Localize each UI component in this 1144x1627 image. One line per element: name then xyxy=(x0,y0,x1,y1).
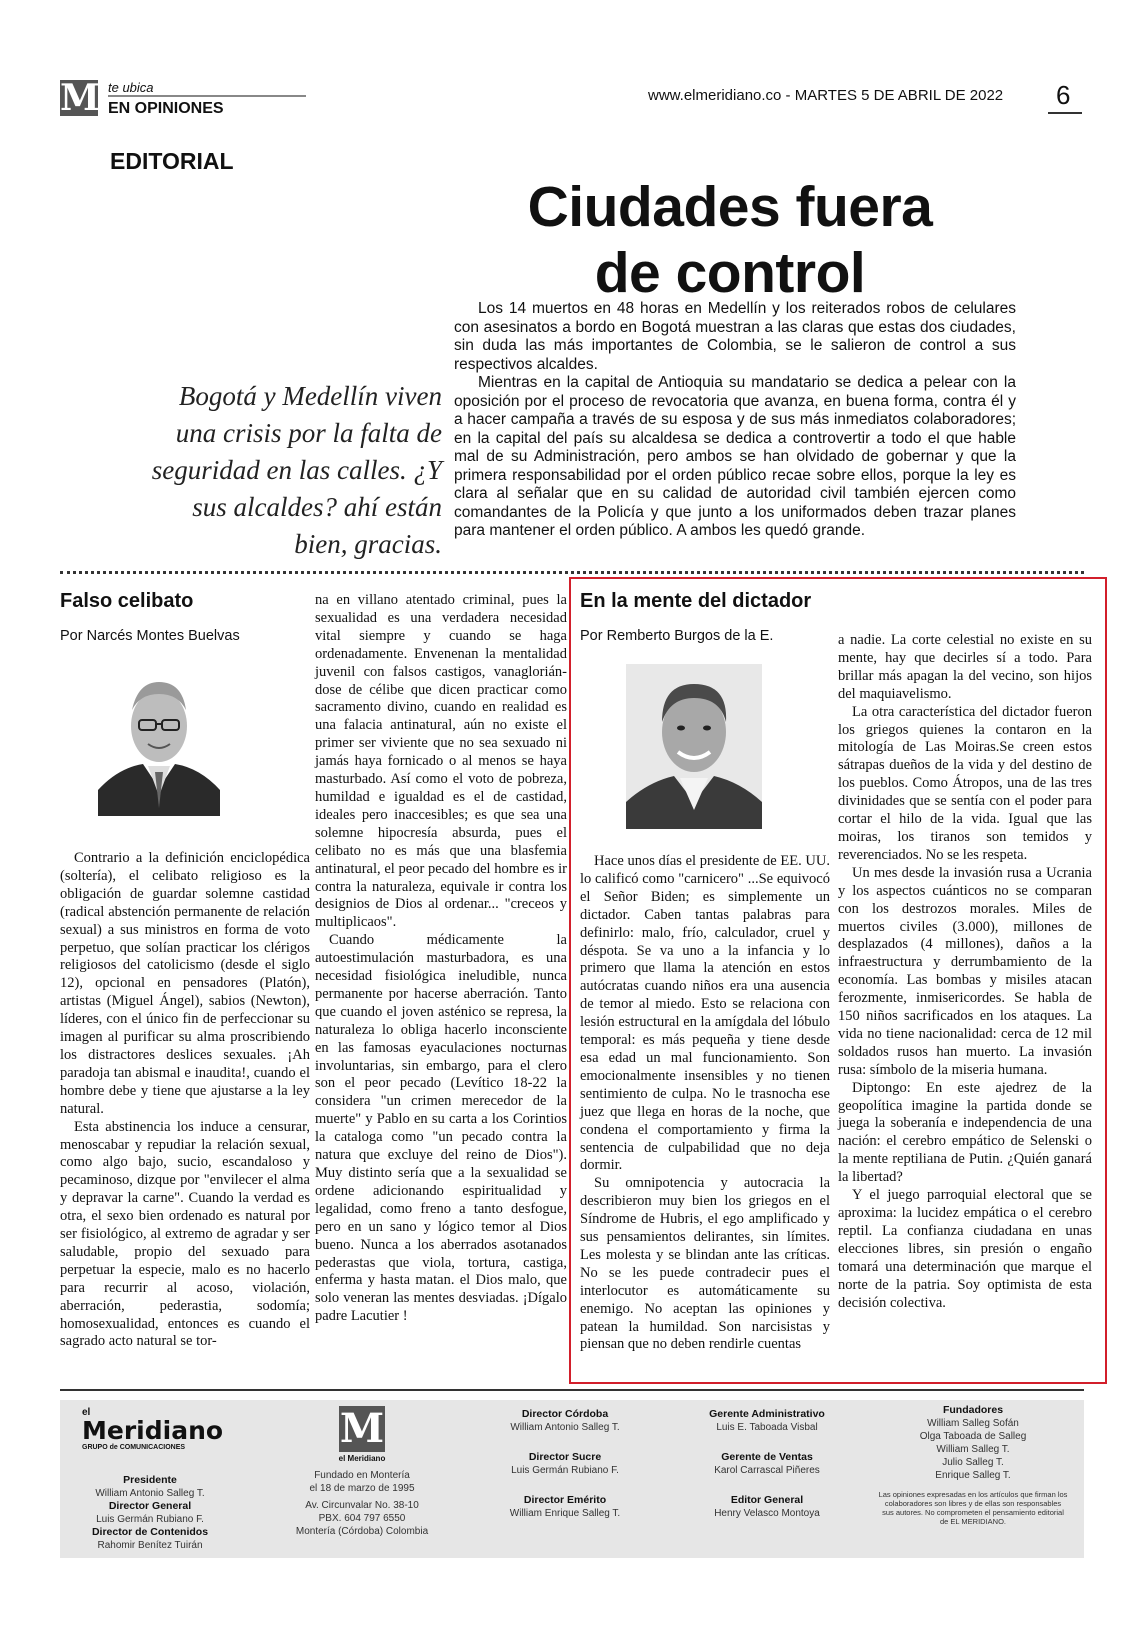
footer-role: Gerente de Ventas xyxy=(721,1451,813,1463)
paragraph: a nadie. La corte celestial no existe en su mente, hay que decirles sí a todo. Para brillar más apagan la del vecino, son hijos del maquiavelismo. xyxy=(838,632,1092,702)
footer-logo[interactable] xyxy=(82,1406,232,1452)
footer-person: William Enrique Salleg T. xyxy=(509,1508,621,1519)
footer-person: Rahomir Benítez Tuirán xyxy=(97,1540,203,1551)
header-divider xyxy=(108,95,306,97)
paragraph: Esta abstinencia los induce a censurar, menoscabar y repudiar la relación sexual, como algo bajo, sucio, escandaloso y pecaminoso, dizque por "envilecer el alma y depravar la carne". Cuando la verdad es otra, el sexo bien ordenado es natural por ser fisiológico, al extremo de agradar y ser saludable, propio del sexuado para perpetuar la especie, malo es no hacerlo para recurrir al acoso, violación, aberración, pederastia, sodomía; homosexualidad, entonces es cuando el sagrado acto natural se tor- xyxy=(60,1118,310,1350)
address: Av. Circunvalar No. 38-10 xyxy=(305,1500,419,1511)
footer-managers xyxy=(682,1408,852,1520)
footer-directors xyxy=(480,1408,650,1520)
footer-person: William Antonio Salleg T. xyxy=(95,1488,205,1499)
brand-logo[interactable]: M xyxy=(60,77,100,119)
footer-person: Luis E. Taboada Visbal xyxy=(716,1422,818,1433)
footer-person: Karol Carrascal Piñeres xyxy=(714,1465,820,1476)
footer-role: Director Córdoba xyxy=(521,1408,609,1420)
logo-name: Meridiano xyxy=(82,1416,224,1445)
paragraph: Cuando médicamente la autoestimulación masturbadora, es una necesidad fisiológica ineludible, nunca permanente por hacerse aberración. Tanto que cuando el joven asténico se represa, la naturaleza lo obliga hacerlo inconsciente en las famosas eyaculaciones nocturnas involuntarias, sin embargo, para el clero son el peor pecado (Levítico 18-22 la considera "un crimen merecedor de la muerte" y Pablo en su carta a los Corintios la cataloga como "un pecado contra la natura que excluye del reino de Dios"). Muy distinto sería que a la sexualidad se ordene adicionando espiritualidad y legalidad, como freno a tanto desfogue, pero en un sano y lógico temor al Dios bueno. Nunca a los aberrados asotanados pederastas que viola, tortura, castiga, enferma y hasta matan. el Dios malo, que solo veneran las mentes desviadas. ¡Dígalo padre Lacutier ! xyxy=(315,932,567,1325)
column-text xyxy=(60,850,310,1351)
author-portrait-icon xyxy=(626,664,762,829)
page-number-underline xyxy=(1048,112,1082,114)
footer-role: Director Emérito xyxy=(523,1494,607,1506)
footer-role: Fundadores xyxy=(942,1404,1004,1416)
pull-quote: Bogotá y Medellín viven una crisis por la falta de seguridad en las calles. ¿Y sus alcaldes? ahí están bien, gracias. xyxy=(151,381,442,559)
masthead-footer xyxy=(60,1400,1084,1558)
headline-line-2: de control xyxy=(594,241,866,305)
seal-icon: M xyxy=(339,1405,385,1452)
disclaimer: Las opiniones expresadas en los artículos que firman los colaboradores son libres y de ellas son responsables sus autores. No comprometen el pensamiento editorial de EL MERIDIANO. xyxy=(878,1490,1068,1526)
column-byline: Por Remberto Burgos de la E. xyxy=(580,628,774,644)
footer-presidency xyxy=(60,1474,240,1552)
paragraph: Un mes desde la invasión rusa a Ucrania y los aspectos cuánticos no se comparan con los destrozos morales. Miles de muertos civiles (3.000), millones de desplazados (4 millones), daños a la infraestructura y derrumbamiento de la economía. Las bombas y misiles atacan ferozmente, inmisericordes. Se habla de 150 niños sacrificados en los ataques. La vida no tiene nacionalidad: cerca de 12 mil soldados rusos han muerto. La invasión rusa: símbolo de la miseria humana. xyxy=(838,864,1092,1078)
footer-divider xyxy=(60,1389,1084,1391)
footer-role: Gerente Administrativo xyxy=(709,1408,825,1420)
footer-role: Director de Contenidos xyxy=(91,1526,209,1538)
logo-prefix: el xyxy=(82,1407,91,1418)
paragraph: Y el juego parroquial electoral que se aproxima: la lucidez empática o el cerebro reptil. La confianza ciudadana en unas elecciones libres, sin presión o engaño tomará una determinación que marque el norte de la patria. Soy optimista de esta decisión colectiva. xyxy=(838,1187,1092,1311)
paragraph: Su omnipotencia y autocracia la describieron muy bien los griegos en el Síndrome de Hubris, el ego amplificado y sus pensamientos delirantes, sin límites. Les molesta y se blindan ante las críticas. No se les puede contradecir pues el interlocutor es automáticamente su enemigo. No aceptan las opiniones y patean la humildad. Son narcisistas y piensan que no deben rendirle cuentas xyxy=(580,1175,830,1353)
editorial-label: EDITORIAL xyxy=(110,148,234,174)
editorial-paragraph: Mientras en la capital de Antioquia su mandatario se dedica a pelear con la oposición por el proceso de revocatoria que avanza, en buena forma, contra él y a hacer campaña a través de su esposa y de sus más inmediatos colaboradores; en la capital del país su alcaldesa se dedica a controvertir a todo el que hable mal de su Administración, pero ambos se han olvidado de gobernar y que la primera responsabilidad por el orden público recae sobre ellos, porque la ley es clara al señalar que en su calidad de autoridad civil también ejercen como comandantes de la Policía y que junto a los uniformados deben trazar planes para mantener el orden público. A ambos les quedó grande. xyxy=(454,374,1016,539)
founded-text: Fundado en Montería xyxy=(314,1470,410,1481)
footer-founders xyxy=(878,1404,1068,1526)
column-title: En la mente del dictador xyxy=(580,590,812,612)
paragraph: na en villano atentado criminal, pues la sexualidad es una verdadera necesidad vital siempre y cuando se haga ordenadamente. Envenenan la mentalidad juvenil con falsos castigos, vanaglorián-dose de célibe que dicen practicar como sacramento divino, cuando en realidad es una falacia antinatural, aún no existe el primer ser viviente que no sea sexuado ni jamás haya fornicado o al menos se haya masturbado. Así como el voto de pobreza, humildad e igualdad es el de castidad, ideales pero inaccesibles; es que sea una solemne hipocresía absurda, pues el celibato no es más que una blasfemia antinatural, el peor pecado del hombre es ir contra la naturaleza, equivale ir contra los designios de Dios al ordenar... "creceos y multiplicaos". xyxy=(315,592,567,931)
column-text xyxy=(315,592,567,1326)
founder-name: Enrique Salleg T. xyxy=(935,1470,1011,1481)
headline xyxy=(450,174,1010,306)
footer-role: Editor General xyxy=(730,1494,804,1506)
column-title: Falso celibato xyxy=(60,590,194,612)
paragraph: Hace unos días el presidente de EE. UU. lo calificó como "carnicero" ...Se equivocó el Señor Biden; es simplemente un dictador. Caben tantas palabras para definirlo: malo, frío, calculador, cruel y déspota. Se va uno a la infancia y lo primero que llama la atención en estos autócratas cuando niños era una ausencia de temor al miedo. Esto se relaciona con lesión estructural en la amígdala del lóbulo temporal: es más pequeña y tiene desde esa edad un mal funcionamiento. Son emocionalmente insensibles y no tienen sentimiento de culpa. No le trasnocha ese juez que llega en horas de la noche, que condena el comportamiento y firma la sentencia de culpabilidad que no deja dormir. xyxy=(580,853,830,1174)
paragraph: La otra característica del dictador fueron los griegos quienes la contaron en la mitología de Las Moiras.Se creen estos sátrapas dueños de la vida y del destino de los pueblos. Como Átropos, una de las tres divinidades que se sentía con el poder para cortar el hilo de la vida. Igual que las moiras, los tiranos son temidos y reverenciados. No se les respeta. xyxy=(838,703,1092,863)
column-text xyxy=(838,632,1092,1312)
tagline: te ubica xyxy=(108,80,154,95)
footer-role: Director Sucre xyxy=(528,1451,602,1463)
footer-person: Luis Germán Rubiano F. xyxy=(96,1514,204,1525)
headline-line-1: Ciudades fuera xyxy=(527,175,933,239)
logo-subtitle: GRUPO de COMUNICACIONES xyxy=(82,1444,186,1451)
founder-name: Olga Taboada de Salleg xyxy=(919,1431,1027,1442)
footer-role: Presidente xyxy=(123,1474,177,1486)
phone: PBX. 604 797 6550 xyxy=(318,1513,406,1524)
editorial-paragraph: Los 14 muertos en 48 horas en Medellín y los reiterados robos de celulares con asesinatos a bordo en Bogotá muestran a las claras que estas dos ciudades, sin duda las más importantes de Colombia, se le salieron de control a sus respectivos alcaldes. xyxy=(454,300,1016,373)
seal-name: el Meridiano xyxy=(338,1454,386,1463)
column-byline: Por Narcés Montes Buelvas xyxy=(60,628,240,644)
founded-date: el 18 de marzo de 1995 xyxy=(309,1483,415,1494)
page-number: 6 xyxy=(1056,80,1071,110)
section-divider xyxy=(60,571,1084,574)
section-label: EN OPINIONES xyxy=(108,100,224,117)
footer-person: William Antonio Salleg T. xyxy=(510,1422,620,1433)
footer-seal xyxy=(282,1406,442,1538)
column-text xyxy=(580,853,830,1354)
footer-person: Luis Germán Rubiano F. xyxy=(511,1465,619,1476)
city: Montería (Córdoba) Colombia xyxy=(295,1526,429,1537)
site-date: www.elmeridiano.co - MARTES 5 DE ABRIL DE 2022 xyxy=(648,87,1004,104)
footer-person: Henry Velasco Montoya xyxy=(714,1508,820,1519)
founder-name: Julio Salleg T. xyxy=(942,1457,1004,1468)
founder-name: William Salleg T. xyxy=(936,1444,1010,1455)
author-portrait-icon xyxy=(98,668,220,816)
paragraph: Contrario a la definición enciclopédica (soltería), el celibato religioso es la obligación de guardar solemne castidad (radical abstención permanente de relación sexual) a sus ministros en forma de voto perpetuo, que solían practicar los clérigos religiosos del catolicismo (desde el siglo 12), opcional en pensadores (Platón), artistas (Miguel Ángel), sabios (Newton), líderes, con el único fin de perfeccionar su imagen al purificar su alma proscribiendo los distractores deslices sexuales. ¡Ah paradoja tan abismal e inaudita!, cuando el hombre debe y tiene que ajustarse a la ley natural. xyxy=(60,850,310,1117)
footer-role: Director General xyxy=(108,1500,192,1512)
founder-name: William Salleg Sofán xyxy=(927,1418,1019,1429)
editorial-body xyxy=(454,300,1016,541)
paragraph: Diptongo: En este ajedrez de la geopolítica imagine la partida donde se juega la soberanía e independencia de una nación: el cerebro empático de Selenski o la mente reptiliana de Putin. ¿Quién ganará la libertad? xyxy=(838,1079,1092,1186)
